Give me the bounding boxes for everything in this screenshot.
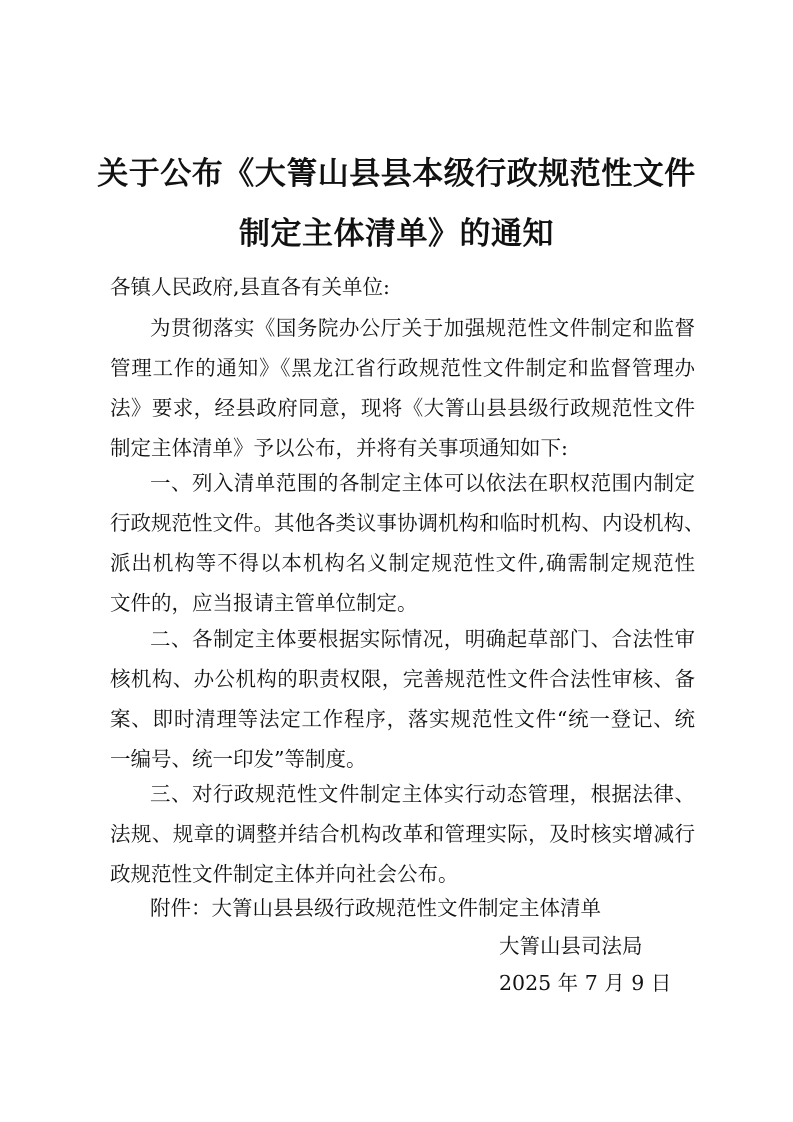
paragraph-1-line-1: 为贯彻落实《国务院办公厅关于加强规范性文件制定和监督 [150, 316, 695, 340]
paragraph-2-line-1: 一、列入清单范围的各制定主体可以依法在职权范围内制定 [150, 471, 695, 495]
paragraph-4-line-3: 政规范性文件制定主体并向社会公布。 [110, 862, 459, 886]
signature-date: 2025 年 7 月 9 日 [499, 971, 672, 995]
paragraph-3-line-2: 核机构、办公机构的职责权限，完善规范性文件合法性审核、备 [110, 667, 695, 691]
paragraph-2-line-4: 文件的，应当报请主管单位制定。 [110, 591, 418, 615]
attachment-note: 附件：大箐山县县级行政规范性文件制定主体清单 [150, 896, 601, 920]
signature-issuer: 大箐山县司法局 [499, 934, 643, 958]
salutation: 各镇人民政府,县直各有关单位: [110, 275, 390, 299]
paragraph-3-line-3: 案、即时清理等法定工作程序，落实规范性文件“统一登记、统 [110, 707, 695, 731]
paragraph-4-line-2: 法规、规章的调整并结合机构改革和管理实际，及时核实增减行 [110, 822, 695, 846]
document-title-line-2: 制定主体清单》的通知 [239, 216, 554, 252]
paragraph-2-line-3: 派出机构等不得以本机构名义制定规范性文件,确需制定规范性 [110, 551, 695, 575]
paragraph-4-line-1: 三、对行政规范性文件制定主体实行动态管理，根据法律、 [150, 782, 695, 806]
paragraph-1-line-4: 制定主体清单》予以公布，并将有关事项通知如下: [110, 436, 568, 460]
document-title-line-1: 关于公布《大箐山县县本级行政规范性文件 [97, 156, 696, 192]
paragraph-2-line-2: 行政规范性文件。其他各类议事协调机构和临时机构、内设机构、 [110, 511, 705, 535]
paragraph-1-line-3: 法》要求，经县政府同意，现将《大箐山县县级行政规范性文件 [110, 396, 695, 420]
paragraph-1-line-2: 管理工作的通知》《黑龙江省行政规范性文件制定和监督管理办 [110, 356, 695, 380]
paragraph-3-line-4: 一编号、统一印发”等制度。 [110, 747, 367, 771]
paragraph-3-line-1: 二、各制定主体要根据实际情况，明确起草部门、合法性审 [150, 627, 695, 651]
